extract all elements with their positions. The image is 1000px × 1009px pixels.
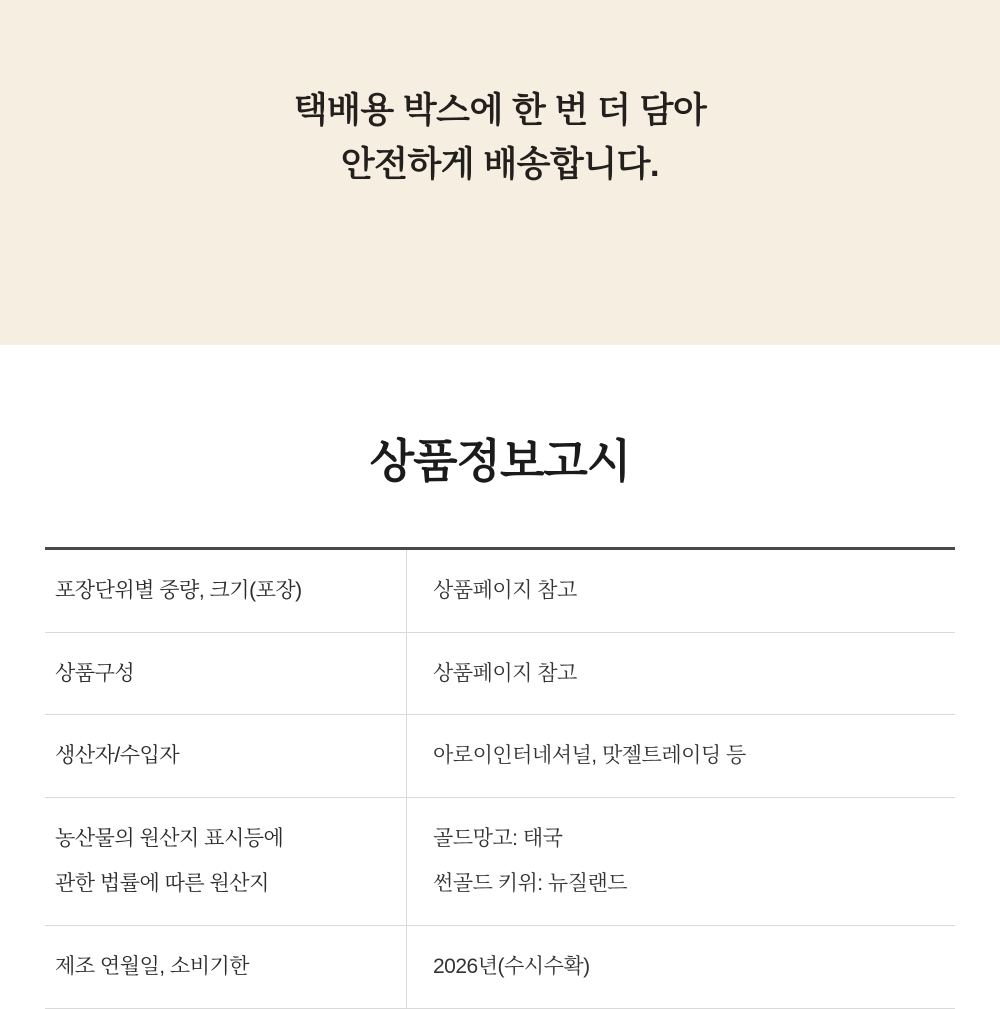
table-cell-value <box>407 632 956 715</box>
table-cell-label-line: 농산물의 원산지 표시등에 <box>55 826 284 850</box>
table-row <box>45 632 955 715</box>
product-info-table <box>45 547 955 1009</box>
table-cell-value-line: 2026년(수시수확) <box>433 954 590 978</box>
table-cell-value-line: 골드망고: 태국 <box>433 826 563 850</box>
table-row <box>45 549 955 633</box>
page-title: 상품정보고시 <box>369 435 631 487</box>
table-cell-label <box>45 797 407 925</box>
delivery-banner-line-1: 택배용 박스에 한 번 더 담아 <box>293 91 707 130</box>
table-row <box>45 797 955 925</box>
table-cell-label: 제조 연월일, 소비기한 <box>45 925 407 1008</box>
table-cell-value <box>407 549 956 633</box>
table-cell-label: 생산자/수입자 <box>45 715 407 798</box>
delivery-banner-line-2: 안전하게 배송합니다. <box>340 145 660 185</box>
delivery-banner-text <box>294 84 707 193</box>
table-cell-label-line: 관한 법률에 따른 원산지 <box>55 872 269 896</box>
table-row <box>45 715 955 798</box>
table-cell-value <box>407 715 956 798</box>
delivery-banner <box>0 0 1000 345</box>
product-info-table-wrapper <box>45 547 955 1009</box>
table-cell-value-line: 상품페이지 참고 <box>433 579 577 602</box>
table-cell-value <box>407 797 956 925</box>
table-cell-value <box>407 925 956 1008</box>
table-cell-value-line: 아로이인터네셔널, 맛젤트레이딩 등 <box>433 744 746 768</box>
table-cell-value-line: 상품페이지 참고 <box>433 661 577 685</box>
table-row <box>45 925 955 1008</box>
table-cell-label: 상품구성 <box>45 632 407 715</box>
table-cell-value-line: 썬골드 키위: 뉴질랜드 <box>433 872 628 896</box>
table-cell-label: 포장단위별 중량, 크기(포장) <box>45 549 407 633</box>
